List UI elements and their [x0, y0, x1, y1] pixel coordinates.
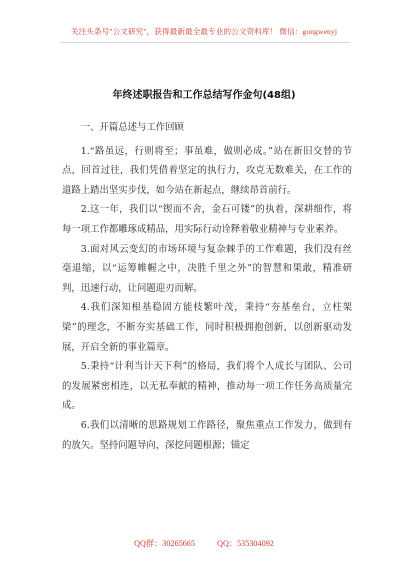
header-banner: 关注头条号"公文研究"，获得最新最全最专业的公文资料库！ 微信：gongwenyj — [70, 27, 338, 36]
paragraph-1: 1.“路虽远，行则将至；事虽难，做则必成。”站在新旧交替的节点，回首过往，我们凭借着坚定的执行力，攻克无数难关，在工作的道路上踏出坚实步伐，如今站在新起点，继续昂首前行。 — [62, 145, 352, 196]
section-heading: 一、开篇总述与工作回顾 — [80, 122, 184, 133]
footer-contact — [0, 538, 408, 549]
paragraph-5: 5.秉持“计利当计天下利”的格局，我们将个人成长与团队、公司的发展紧密相连，以无私奉献的精神，推动每一项工作任务高质量完成。 — [62, 361, 352, 412]
paragraph-3: 3.面对风云变幻的市场环境与复杂棘手的工作难题，我们没有丝毫退缩，以“运筹帷幄之中，决胜千里之外”的智慧和果敢，精准研判，迅速行动，让问题迎刃而解。 — [62, 243, 352, 294]
document-body — [62, 118, 352, 455]
footer-qq-group: QQ群：30265665 — [134, 539, 196, 548]
header-divider — [60, 42, 350, 43]
footer-qq: QQ：535304092 — [217, 539, 274, 548]
paragraph-4: 4.我们深知根基稳固方能枝繁叶茂，秉持“夯基垒台，立柱架梁”的理念，不断夯实基础工作，同时积极拥抱创新，以创新驱动发展，开启全新的事业篇章。 — [62, 302, 352, 353]
paragraph-2: 2.这一年，我们以“锲而不舍，金石可镂”的执着，深耕细作，将每一项工作都雕琢成精品，用实际行动诠释着敬业精神与专业素养。 — [62, 204, 352, 235]
document-title: 年终述职报告和工作总结写作金句(48组) — [112, 90, 296, 101]
paragraph-6: 6.我们以清晰的思路规划工作路径，聚焦重点工作发力，做到有的放矢。坚持问题导向，深挖问题根源；锚定 — [62, 419, 352, 451]
